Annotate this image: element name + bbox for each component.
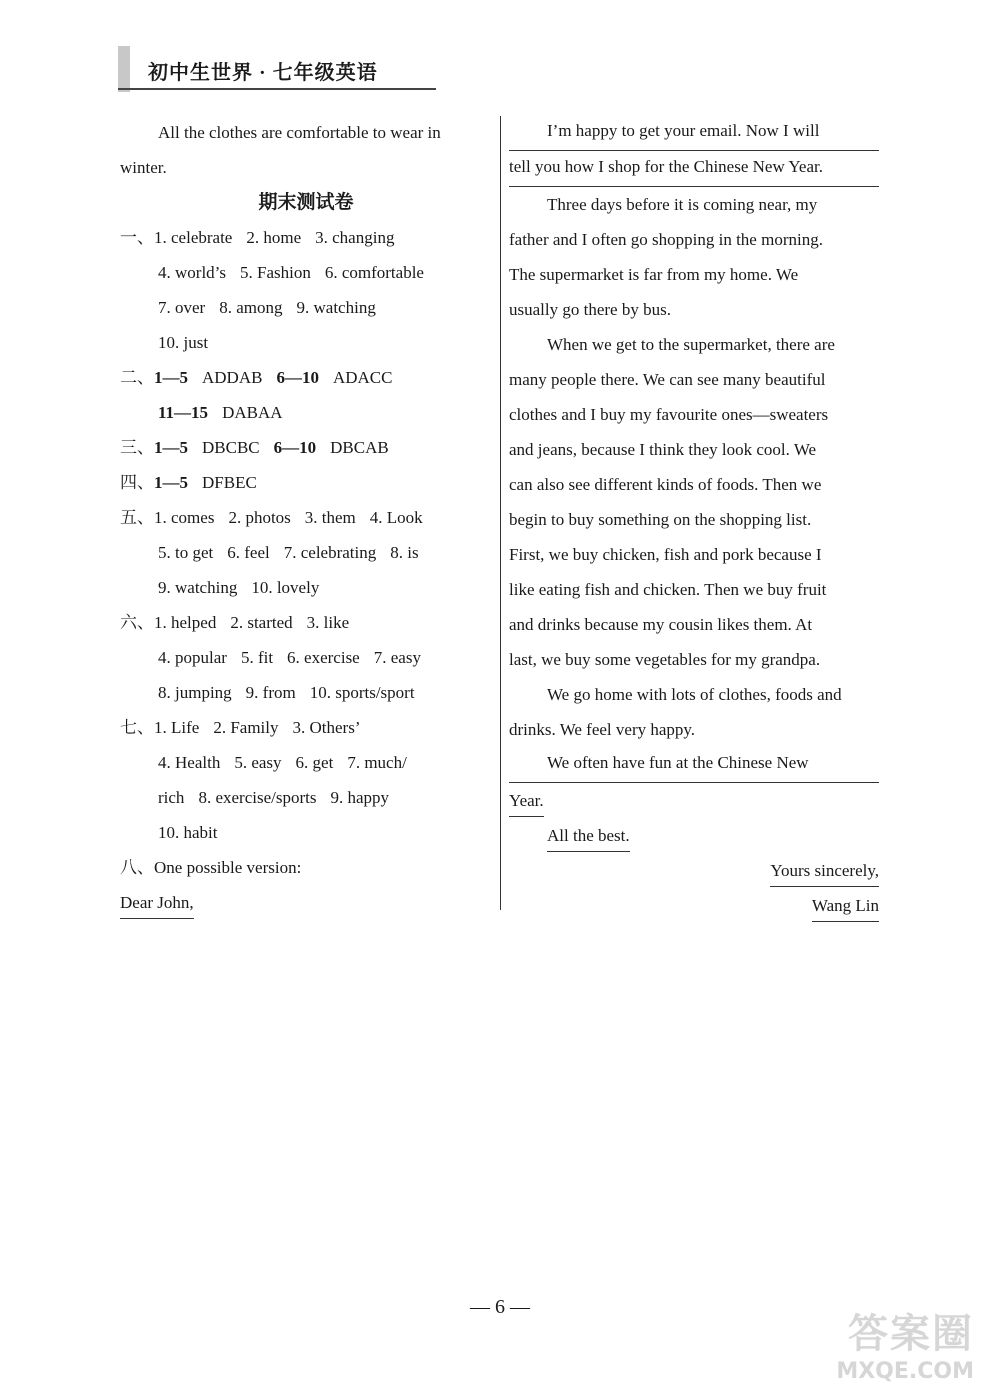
- section-title: 期末测试卷: [258, 192, 354, 213]
- q7-row2: [120, 745, 492, 780]
- answer: 2. home: [246, 228, 302, 247]
- answer: 2. started: [230, 613, 293, 632]
- answer: 7. much/: [347, 753, 407, 772]
- signature-row: [509, 888, 879, 923]
- answer-range: 11—15: [158, 403, 209, 422]
- letter-line: I’m happy to get your email. Now I will: [509, 115, 879, 151]
- watermark-cn: 答案圈: [848, 1311, 974, 1357]
- letter-line: The supermarket is far from my home. We: [509, 265, 799, 284]
- q1-label: 一、: [120, 228, 154, 247]
- answer: DBCAB: [330, 438, 389, 457]
- q6-row1: [120, 605, 492, 640]
- answer: 4. Look: [369, 508, 423, 527]
- answer: 9. happy: [330, 788, 390, 807]
- answer: 10. habit: [158, 823, 218, 842]
- watermark-logo: [804, 1302, 974, 1384]
- q5-label: 五、: [120, 508, 154, 527]
- header-rule: [118, 88, 436, 90]
- answer: 4. world’s: [158, 263, 226, 282]
- answer: DBCBC: [202, 438, 260, 457]
- answer: 5. Fashion: [240, 263, 311, 282]
- letter-line: All the best.: [547, 821, 630, 852]
- answer: 1. celebrate: [154, 228, 233, 247]
- q6-row2: [120, 640, 492, 675]
- answer-range: 6—10: [273, 438, 317, 457]
- q5-row2: [120, 535, 492, 570]
- answer: DABAA: [222, 403, 283, 422]
- column-divider: [500, 116, 501, 910]
- q8-row: [120, 850, 492, 885]
- answer: 10. sports/sport: [309, 683, 415, 702]
- answer: rich: [158, 788, 185, 807]
- letter-line: clothes and I buy my favourite ones—sweaters: [509, 405, 829, 424]
- q1-row4: [120, 325, 492, 360]
- letter-line: begin to buy something on the shopping list.: [509, 510, 812, 529]
- q7-row4: [120, 815, 492, 850]
- answer: 2. photos: [228, 508, 291, 527]
- watermark-en: MXQE.COM: [836, 1359, 974, 1384]
- closing-row: [509, 853, 879, 888]
- letter-line: like eating fish and chicken. Then we buy fruit: [509, 580, 827, 599]
- letter-line: usually go there by bus.: [509, 300, 671, 319]
- letter-line: can also see different kinds of foods. Then we: [509, 475, 822, 494]
- answer-range: 1—5: [154, 368, 188, 387]
- letter-line: last, we buy some vegetables for my grandpa.: [509, 650, 821, 669]
- answer: 8. is: [390, 543, 419, 562]
- answer-range: 6—10: [276, 368, 319, 387]
- q1-row3: [120, 290, 492, 325]
- answer: 5. to get: [158, 543, 214, 562]
- right-column: [509, 115, 879, 923]
- answer-range: 1—5: [154, 473, 188, 492]
- answer: 1. Life: [154, 718, 200, 737]
- q5-row1: [120, 500, 492, 535]
- q2-row1: [120, 360, 492, 395]
- letter-line: tell you how I shop for the Chinese New Year.: [509, 151, 879, 187]
- answer: 5. easy: [234, 753, 282, 772]
- answer: 2. Family: [213, 718, 279, 737]
- answer: ADDAB: [202, 368, 263, 387]
- letter-line: many people there. We can see many beautiful: [509, 370, 826, 389]
- answer: 10. just: [158, 333, 209, 352]
- answer: 6. feel: [227, 543, 270, 562]
- q7-row1: [120, 710, 492, 745]
- q3-row1: [120, 430, 492, 465]
- page-number: — 6 —: [470, 1296, 530, 1318]
- letter-line: drinks. We feel very happy.: [509, 720, 696, 739]
- answer: 3. changing: [315, 228, 395, 247]
- letter-closing: Yours sincerely,: [770, 856, 879, 887]
- q4-row1: [120, 465, 492, 500]
- q8-text: One possible version:: [154, 858, 302, 877]
- letter-line-row: [509, 783, 879, 818]
- answer: 6. exercise: [287, 648, 360, 667]
- q8-label: 八、: [120, 858, 154, 877]
- q6-label: 六、: [120, 613, 154, 632]
- intro-line-1: All the clothes are comfortable to wear in: [158, 123, 441, 142]
- letter-line-row: [509, 818, 879, 853]
- letter-line: and jeans, because I think they look cool. We: [509, 440, 817, 459]
- q4-label: 四、: [120, 473, 154, 492]
- answer: 8. exercise/sports: [198, 788, 317, 807]
- left-column: [120, 115, 492, 920]
- answer: 7. celebrating: [283, 543, 377, 562]
- q1-row2: [120, 255, 492, 290]
- answer: 6. get: [295, 753, 334, 772]
- answer: 4. Health: [158, 753, 221, 772]
- answer: 1. comes: [154, 508, 215, 527]
- q3-label: 三、: [120, 438, 154, 457]
- q5-row3: [120, 570, 492, 605]
- letter-greeting: Dear John,: [120, 888, 194, 919]
- answer: 6. comfortable: [324, 263, 424, 282]
- q7-label: 七、: [120, 718, 154, 737]
- answer: 1. helped: [154, 613, 217, 632]
- letter-line: When we get to the supermarket, there are: [547, 335, 835, 354]
- q1-row1: [120, 220, 492, 255]
- letter-line: We often have fun at the Chinese New: [509, 747, 879, 783]
- answer: 8. among: [219, 298, 283, 317]
- q2-row2: [120, 395, 492, 430]
- answer: 9. watching: [158, 578, 238, 597]
- page-header-title: 初中生世界 · 七年级英语: [148, 62, 378, 84]
- answer: 4. popular: [158, 648, 227, 667]
- intro-line-2: winter.: [120, 158, 167, 177]
- answer: 5. fit: [240, 648, 274, 667]
- letter-signature: Wang Lin: [812, 891, 879, 922]
- q2-label: 二、: [120, 368, 154, 387]
- answer: 10. lovely: [251, 578, 320, 597]
- greeting-row: [120, 885, 492, 920]
- answer: ADACC: [332, 368, 393, 387]
- letter-line: First, we buy chicken, fish and pork because I: [509, 545, 822, 564]
- letter-line: Three days before it is coming near, my: [547, 195, 818, 214]
- answer: 3. like: [306, 613, 350, 632]
- answer: 9. watching: [296, 298, 376, 317]
- header-bar: [118, 46, 130, 92]
- letter-line: We go home with lots of clothes, foods and: [547, 685, 842, 704]
- answer: 3. them: [304, 508, 356, 527]
- answer: DFBEC: [202, 473, 257, 492]
- letter-line: and drinks because my cousin likes them. At: [509, 615, 813, 634]
- q6-row3: [120, 675, 492, 710]
- answer: 9. from: [245, 683, 296, 702]
- q7-row3: [120, 780, 492, 815]
- answer: 8. jumping: [158, 683, 232, 702]
- answer: 7. over: [158, 298, 206, 317]
- answer: 3. Others’: [292, 718, 361, 737]
- answer-range: 1—5: [154, 438, 188, 457]
- letter-line: Year.: [509, 786, 544, 817]
- answer: 7. easy: [373, 648, 421, 667]
- letter-line: father and I often go shopping in the morning.: [509, 230, 823, 249]
